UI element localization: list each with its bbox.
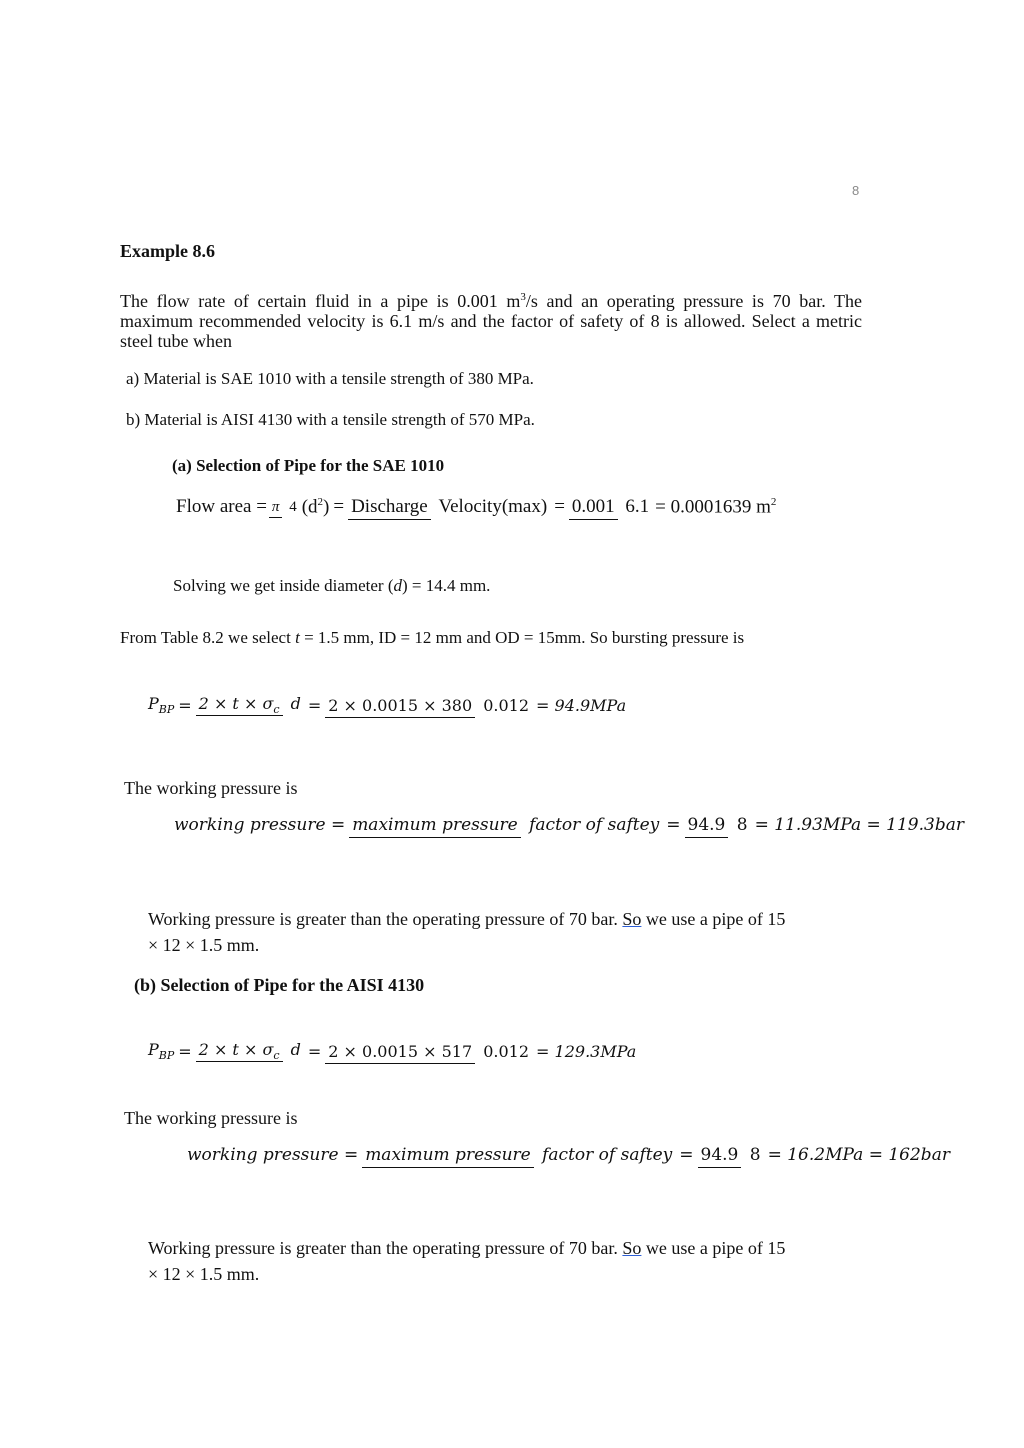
discharge-over-velocity: Discharge Velocity(max) <box>348 496 550 518</box>
intro-line-1: The flow rate of certain fluid in a pipe is 0.001 $m^3/s$ and an operating pressure is 70 bar. The <box>120 291 862 311</box>
flow-area-result: = 0.0001639 $m^2$ <box>655 496 777 518</box>
intro-line-3: steel tube when <box>120 331 232 351</box>
bursting-result-b: = 129.3MPa <box>536 1041 637 1061</box>
numeric-fraction: 2 × 0.0015 × 380 0.012 <box>325 696 532 715</box>
table-selection-line: From Table 8.2 we select t = 1.5 mm, ID = 12 mm and OD = 15mm. So bursting pressure is <box>120 628 745 647</box>
list-item: a) Material is SAE 1010 with a tensile strength of 380 MPa. <box>126 369 534 388</box>
q-over-v: 0.001 6.1 <box>569 496 652 518</box>
pbp-symbol: $P_{BP}$ <box>148 1040 175 1063</box>
flow-area-label: Flow area = <box>176 496 267 518</box>
numeric-fraction: 94.9 8 <box>685 815 751 835</box>
working-result-b: = 16.2MPa = 162bar <box>767 1145 950 1165</box>
working-pressure-a: working pressure = maximum pressure factor of saftey = 94.9 8 = 11.93MPa = 119.3bar <box>174 815 968 835</box>
example-title: Example 8.6 <box>120 241 216 261</box>
formula-fraction: $2 \times t \times \sigma_c$ d <box>196 694 304 716</box>
d-squared: $(d^2)$ <box>301 496 330 518</box>
working-pressure-intro-a: The working pressure is <box>124 778 298 798</box>
pressure-fraction: maximum pressure factor of saftey <box>362 1145 675 1165</box>
numeric-fraction: 94.9 8 <box>698 1145 764 1165</box>
working-pressure-intro-b: The working pressure is <box>124 1108 298 1128</box>
pressure-fraction: maximum pressure factor of saftey <box>349 815 662 835</box>
formula-fraction: $2 \times t \times \sigma_c$ d <box>196 1040 304 1062</box>
flow-area-equation: Flow area = π 4 $(d^2)$ = Discharge Velocity(max) = 0.001 6.1 = 0.0001639 $m^2$ <box>176 496 776 518</box>
solving-line: Solving we get inside diameter (d) = 14.4 mm. <box>173 576 491 595</box>
bursting-pressure-b: $P_{BP}$ = $2 \times t \times \sigma_c$ d = 2 × 0.0015 × 517 0.012 = 129.3MPa <box>148 1040 640 1062</box>
intro-line-2: maximum recommended velocity is 6.1 m/s and the factor of safety of 8 is allowed. Select a metric <box>120 311 862 331</box>
page-number: 8 <box>852 183 860 198</box>
pi-over-four: π 4 <box>269 499 300 516</box>
list-item: b) Material is AISI 4130 with a tensile strength of 570 MPa. <box>126 410 535 429</box>
bursting-result-a: = 94.9MPa <box>536 695 627 715</box>
section-a-heading: (a) Selection of Pipe for the SAE 1010 <box>172 456 445 475</box>
working-result-a: = 11.93MPa = 119.3bar <box>754 815 964 835</box>
bursting-pressure-a: $P_{BP}$ = $2 \times t \times \sigma_c$ d = 2 × 0.0015 × 380 0.012 = 94.9MPa <box>148 694 630 716</box>
working-pressure-b: working pressure = maximum pressure factor of saftey = 94.9 8 = 16.2MPa = 162bar <box>187 1145 954 1165</box>
intro-paragraph <box>120 287 862 351</box>
numeric-fraction: 2 × 0.0015 × 517 0.012 <box>325 1042 532 1061</box>
conclusion-b: Working pressure is greater than the operating pressure of 70 bar. So we use a pipe of 15 × 12 × 1.5 mm. <box>148 1238 786 1284</box>
conclusion-a: Working pressure is greater than the operating pressure of 70 bar. So we use a pipe of 15 × 12 × 1.5 mm. <box>148 909 786 955</box>
pbp-symbol: $P_{BP}$ <box>148 694 175 717</box>
section-b-heading: (b) Selection of Pipe for the AISI 4130 <box>134 975 425 995</box>
